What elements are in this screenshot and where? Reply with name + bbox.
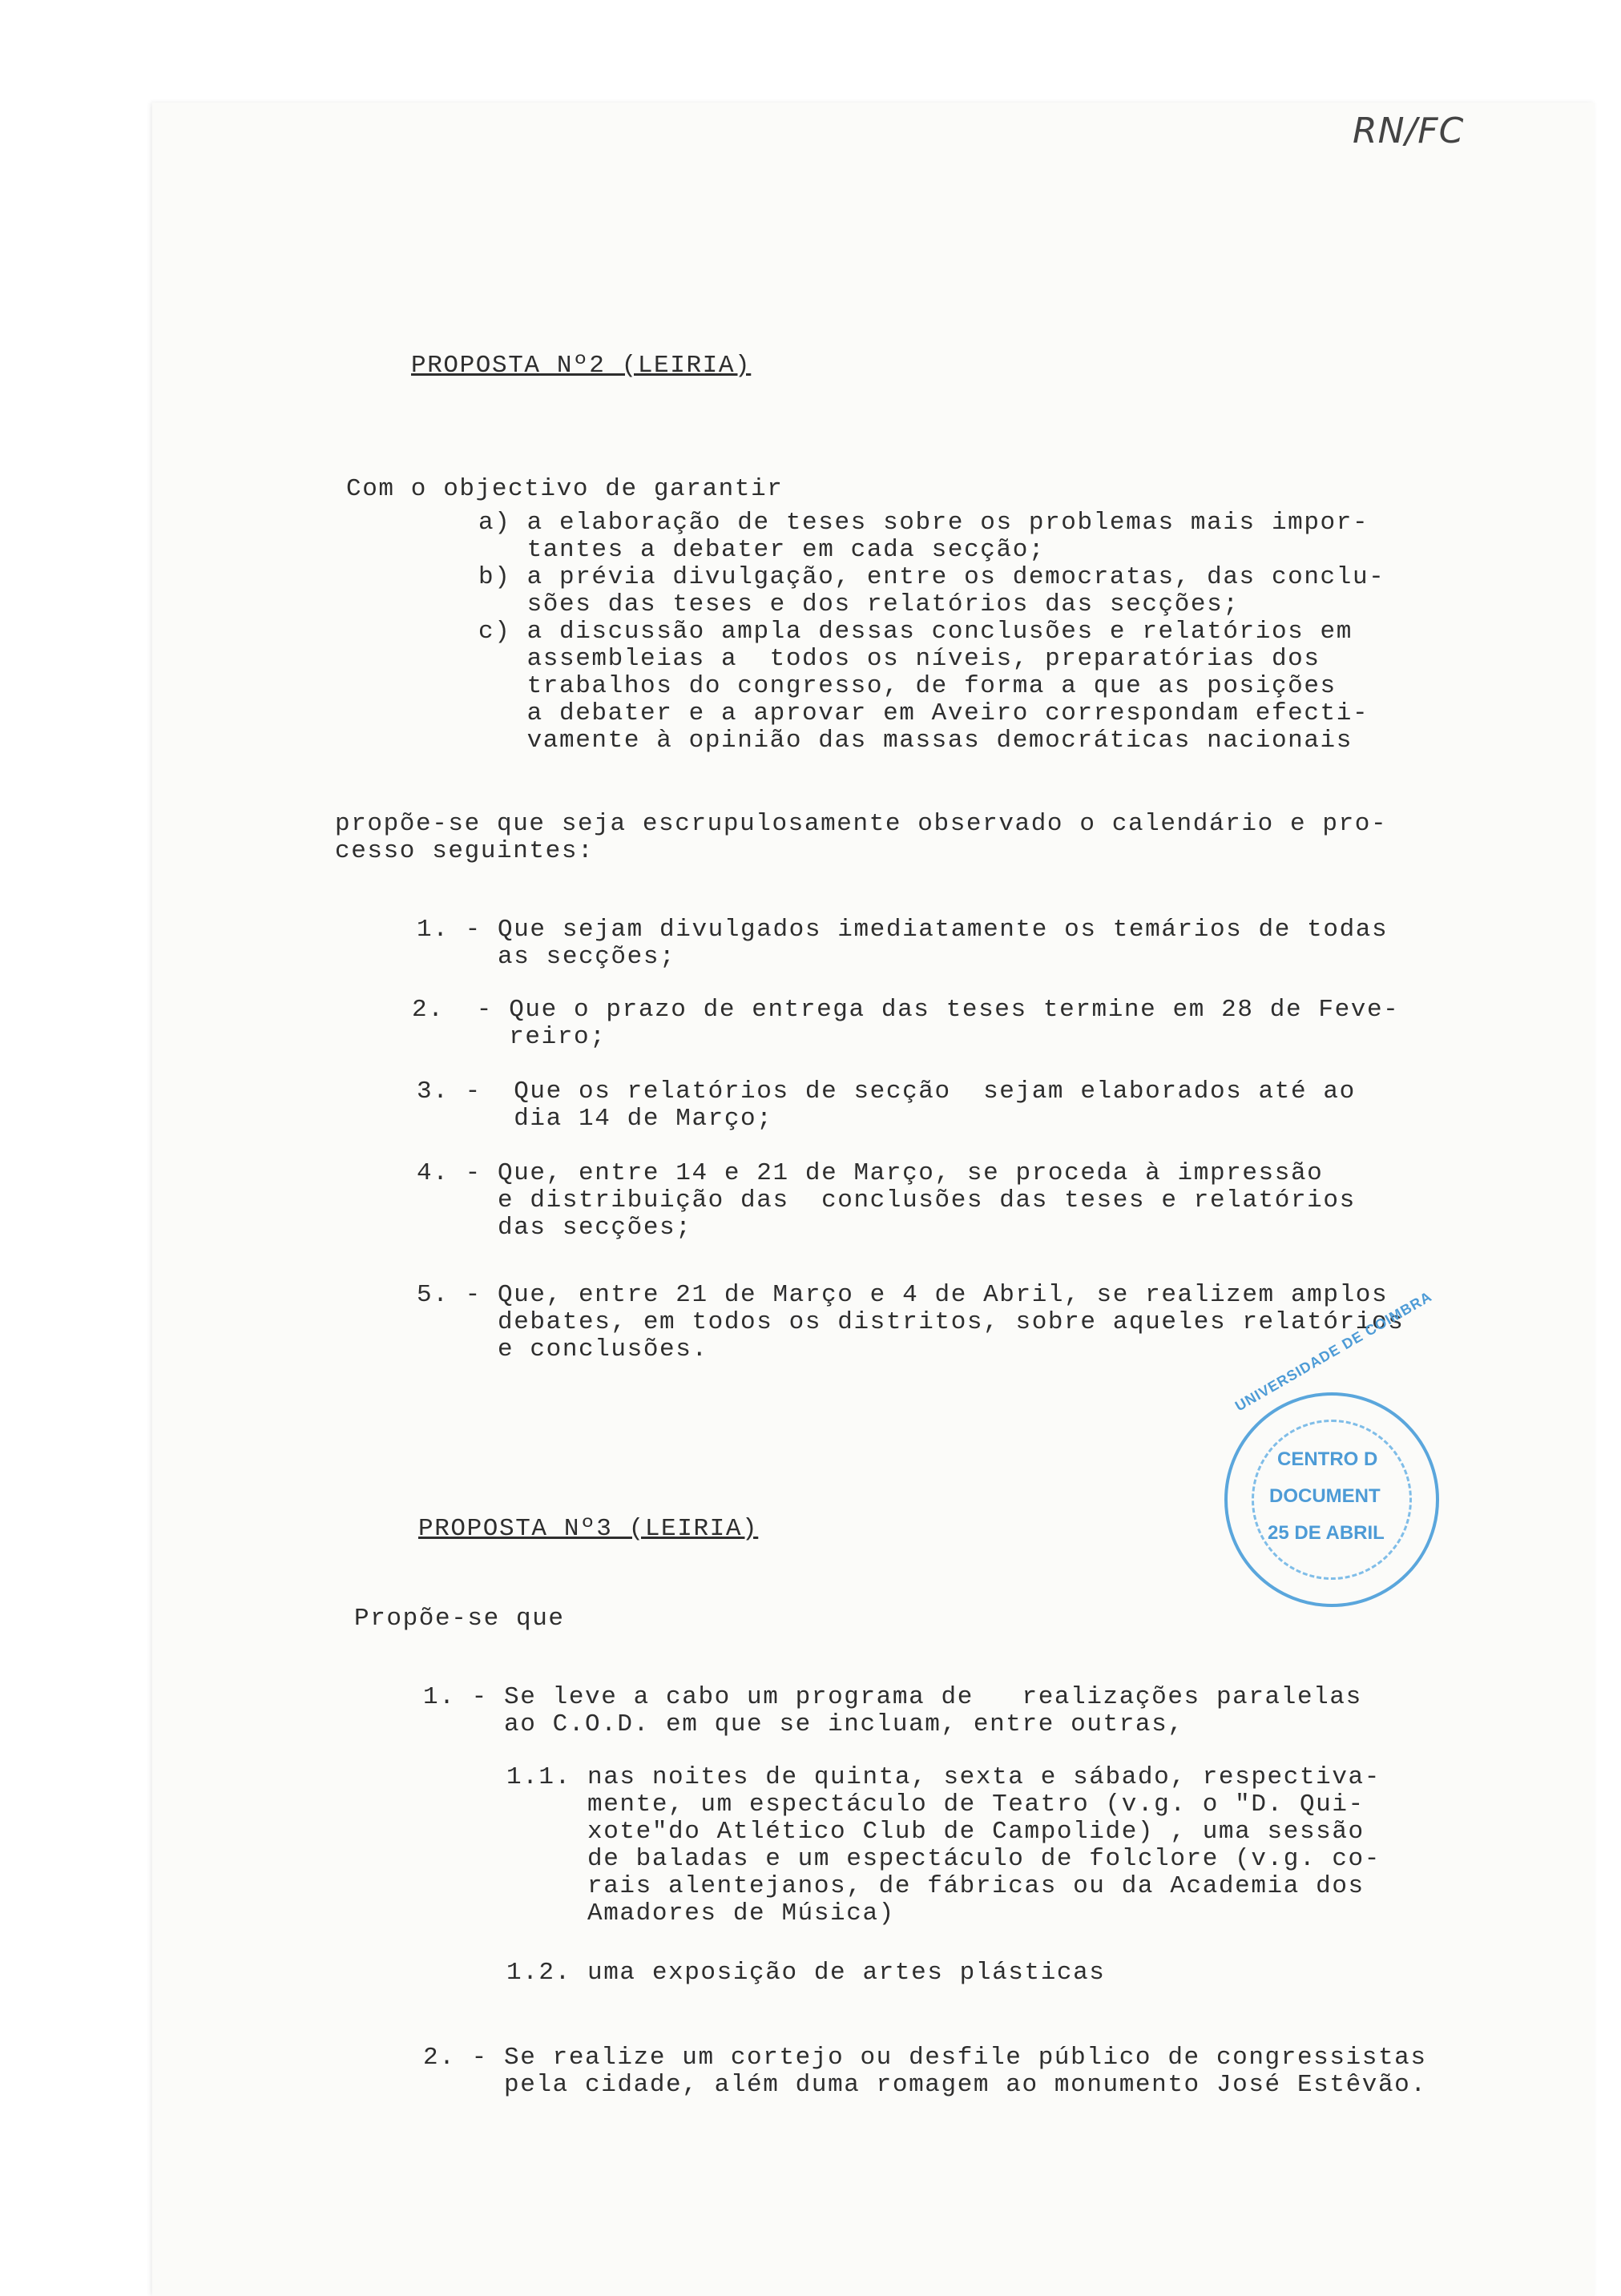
point-3-line-1: 3. - Que os relatórios de secção sejam elaborados até ao (417, 1078, 1356, 1106)
point-1-line-2: as secções; (417, 943, 676, 971)
proposta-2-title: PROPOSTA Nº2 (LEIRIA) (411, 352, 752, 380)
lead-line-2: cesso seguintes: (335, 837, 595, 865)
stamp-ring-text: UNIVERSIDADE DE COIMBRA (1232, 1287, 1435, 1415)
proposta-3-intro: Propõe-se que (354, 1605, 565, 1633)
point-4-line-1: 4. - Que, entre 14 e 21 de Março, se proceda à impressão (417, 1159, 1324, 1187)
sub-1-1-line-3: xote"do Atlético Club de Campolide) , uma sessão (506, 1818, 1365, 1846)
sub-1-1-line-5: rais alentejanos, de fábricas ou da Academia dos (506, 1872, 1365, 1900)
stamp-line-2: DOCUMENT (1269, 1485, 1381, 1507)
point-2-line-1: 2. - Que o prazo de entrega das teses termine em 28 de Feve- (412, 996, 1400, 1024)
sub-1-1-line-2: mente, um espectáculo de Teatro (v.g. o "D. Qui- (506, 1790, 1365, 1819)
p3-item-1-line-1: 1. - Se leve a cabo um programa de realizações paralelas (423, 1683, 1362, 1711)
archive-stamp (1224, 1287, 1439, 1607)
sub-1-1-line-1: 1.1. nas noites de quinta, sexta e sábado, respectiva- (506, 1763, 1381, 1791)
point-5-line-1: 5. - Que, entre 21 de Março e 4 de Abril, se realizem amplos (417, 1281, 1389, 1309)
item-c-line-1: c) a discussão ampla dessas conclusões e relatórios em (478, 618, 1353, 646)
item-a-line-2: tantes a debater em cada secção; (478, 536, 1046, 564)
proposta-2-intro: Com o objectivo de garantir (346, 475, 784, 503)
point-3-line-2: dia 14 de Março; (417, 1105, 773, 1133)
item-b-line-2: sões das teses e dos relatórios das secções; (478, 590, 1240, 618)
p3-item-2-line-2: pela cidade, além duma romagem ao monumento José Estêvão. (423, 2071, 1427, 2099)
stamp-line-1: CENTRO D (1277, 1448, 1378, 1470)
item-b-line-1: b) a prévia divulgação, entre os democratas, das conclu- (478, 563, 1385, 591)
sub-1-1-line-4: de baladas e um espectáculo de folclore (v.g. co- (506, 1845, 1381, 1873)
lead-line-1: propõe-se que seja escrupulosamente observado o calendário e pro- (335, 810, 1388, 838)
item-c-line-5: vamente à opinião das massas democráticas nacionais (478, 727, 1353, 755)
point-1-line-1: 1. - Que sejam divulgados imediatamente os temários de todas (417, 916, 1389, 944)
point-5-line-2: debates, em todos os distritos, sobre aqueles relatórios (417, 1308, 1405, 1336)
point-4-line-3: das secções; (417, 1214, 692, 1242)
handwritten-annotation: RN/FC (1353, 111, 1465, 151)
stamp-line-3: 25 DE ABRIL (1268, 1522, 1385, 1544)
point-2-line-2: reiro; (412, 1023, 607, 1051)
p3-item-1-line-2: ao C.O.D. em que se incluam, entre outras, (423, 1710, 1184, 1738)
sub-1-1-line-6: Amadores de Música) (506, 1899, 895, 1927)
item-c-line-3: trabalhos do congresso, de forma a que as posições (478, 672, 1337, 700)
point-4-line-2: e distribuição das conclusões das teses e relatórios (417, 1186, 1356, 1214)
item-c-line-2: assembleias a todos os níveis, preparatórias dos (478, 645, 1321, 673)
item-a-line-1: a) a elaboração de teses sobre os problemas mais impor- (478, 509, 1369, 537)
p3-item-2-line-1: 2. - Se realize um cortejo ou desfile público de congressistas (423, 2044, 1427, 2072)
item-c-line-4: a debater e a aprovar em Aveiro correspondam efecti- (478, 699, 1369, 727)
sub-1-2: 1.2. uma exposição de artes plásticas (506, 1959, 1106, 1987)
proposta-3-title: PROPOSTA Nº3 (LEIRIA) (418, 1515, 759, 1543)
point-5-line-3: e conclusões. (417, 1335, 708, 1364)
